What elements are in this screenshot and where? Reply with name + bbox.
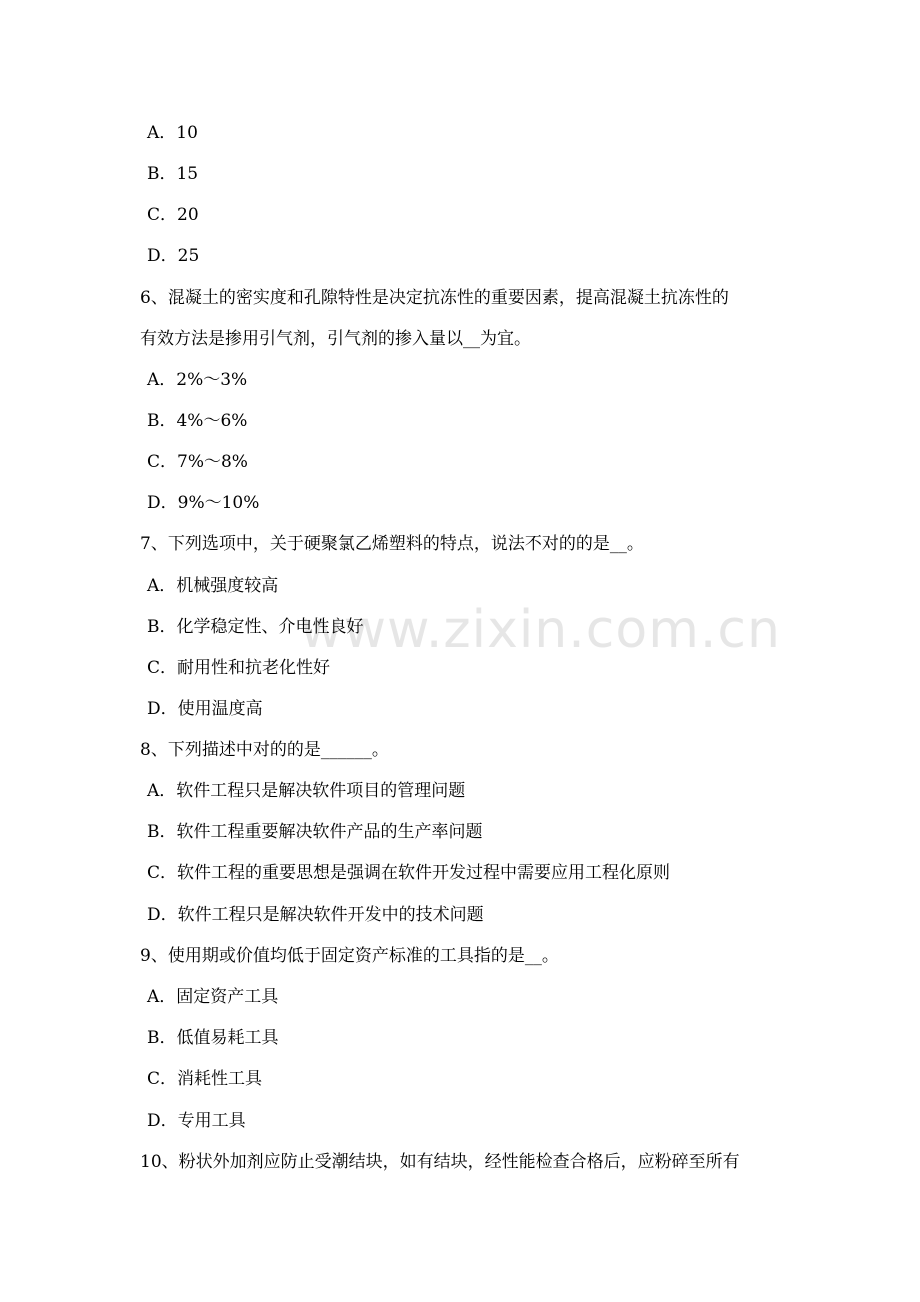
option-b: B．软件工程重要解决软件产品的生产率问题 xyxy=(147,822,483,842)
option-d: D．软件工程只是解决软件开发中的技术问题 xyxy=(147,905,484,925)
option-d: D．9%～10% xyxy=(147,493,260,513)
option-a: A．软件工程只是解决软件项目的管理问题 xyxy=(147,781,466,801)
question-6-stem-line-1: 6、混凝土的密实度和孔隙特性是决定抗冻性的重要因素，提高混凝土抗冻性的 xyxy=(140,288,729,308)
option-c: C．耐用性和抗老化性好 xyxy=(147,658,331,678)
option-b: B．4%～6% xyxy=(147,411,248,431)
option-a: A．2%～3% xyxy=(147,370,248,390)
option-b: B．化学稳定性、介电性良好 xyxy=(147,617,364,637)
option-a: A．固定资产工具 xyxy=(147,987,279,1007)
option-d: D．使用温度高 xyxy=(147,699,263,719)
question-9-stem: 9、使用期或价值均低于固定资产标准的工具指的是__。 xyxy=(140,946,559,966)
question-10-stem: 10、粉状外加剂应防止受潮结块，如有结块，经性能检查合格后，应粉碎至所有 xyxy=(140,1152,740,1172)
option-a: A．10 xyxy=(147,123,198,143)
question-6-stem-line-2: 有效方法是掺用引气剂，引气剂的掺入量以__为宜。 xyxy=(140,329,531,349)
option-d: D．专用工具 xyxy=(147,1111,246,1131)
option-c: C．消耗性工具 xyxy=(147,1069,263,1089)
option-c: C．20 xyxy=(147,205,199,225)
option-b: B．低值易耗工具 xyxy=(147,1028,279,1048)
option-b: B．15 xyxy=(147,164,199,184)
option-c: C．软件工程的重要思想是强调在软件开发过程中需要应用工程化原则 xyxy=(147,863,671,883)
question-7-stem: 7、下列选项中，关于硬聚氯乙烯塑料的特点，说法不对的的是__。 xyxy=(140,534,644,554)
option-d: D．25 xyxy=(147,246,200,266)
option-c: C．7%～8% xyxy=(147,452,248,472)
watermark: www.zixin.com.cn xyxy=(300,600,781,660)
option-a: A．机械强度较高 xyxy=(147,576,279,596)
question-8-stem: 8、下列描述中对的的是______。 xyxy=(140,740,389,760)
